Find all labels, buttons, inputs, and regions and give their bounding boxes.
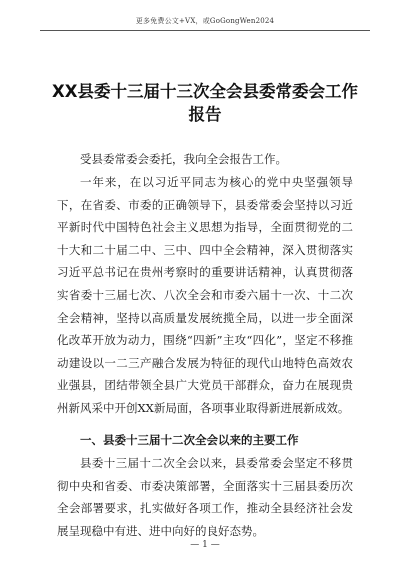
page-number: — 1 — — [190, 540, 220, 550]
section-paragraph: 县委十三届十二次全会以来，县委常委会坚定不移贯彻中央和省委、市委决策部署，全面落实十三届县委历次全会部署要求，扎实做好各项工作，推动全县经济社会发展呈现稳中有进、进中向好的良好态势。 — [57, 456, 353, 538]
paragraph-year-review: 一年来，在以习近平同志为核心的党中央坚强领导下，在省委、市委的正确领导下，县委常委会坚持以习近平新时代中国特色社会主义思想为指导，全面贯彻党的二十大和二十届二中、三中、四中全会精神，深入贯彻落实习近平总书记在贵州考察时的重要讲话精神，认真贯彻落实省委十三届七次、八次全会和市委六届十一次、十二次全会精神，坚持以高质量发展统揽全局，以进一步全面深化改革开放为动力，围绕“四新”主攻“四化”，坚定不移推动建设以一二三产融合发展为特征的现代山地特色高效农业强县，团结带领全县广大党员干部群众，奋力在展现贵州新风采中开创XX新局面，各项事业取得新进展新成效。 — [57, 175, 353, 415]
header-note: 更多免费公文+VX，或GoGongWen2024 — [135, 17, 275, 25]
header-divider — [40, 30, 370, 31]
document-title: XX县委十三届十三次全会县委常委会工作报告 — [52, 82, 358, 124]
paragraph-intro: 受县委常委会委托，我向全会报告工作。 — [80, 152, 287, 166]
section-heading: 一、县委十三届十二次全会以来的主要工作 — [80, 433, 299, 447]
